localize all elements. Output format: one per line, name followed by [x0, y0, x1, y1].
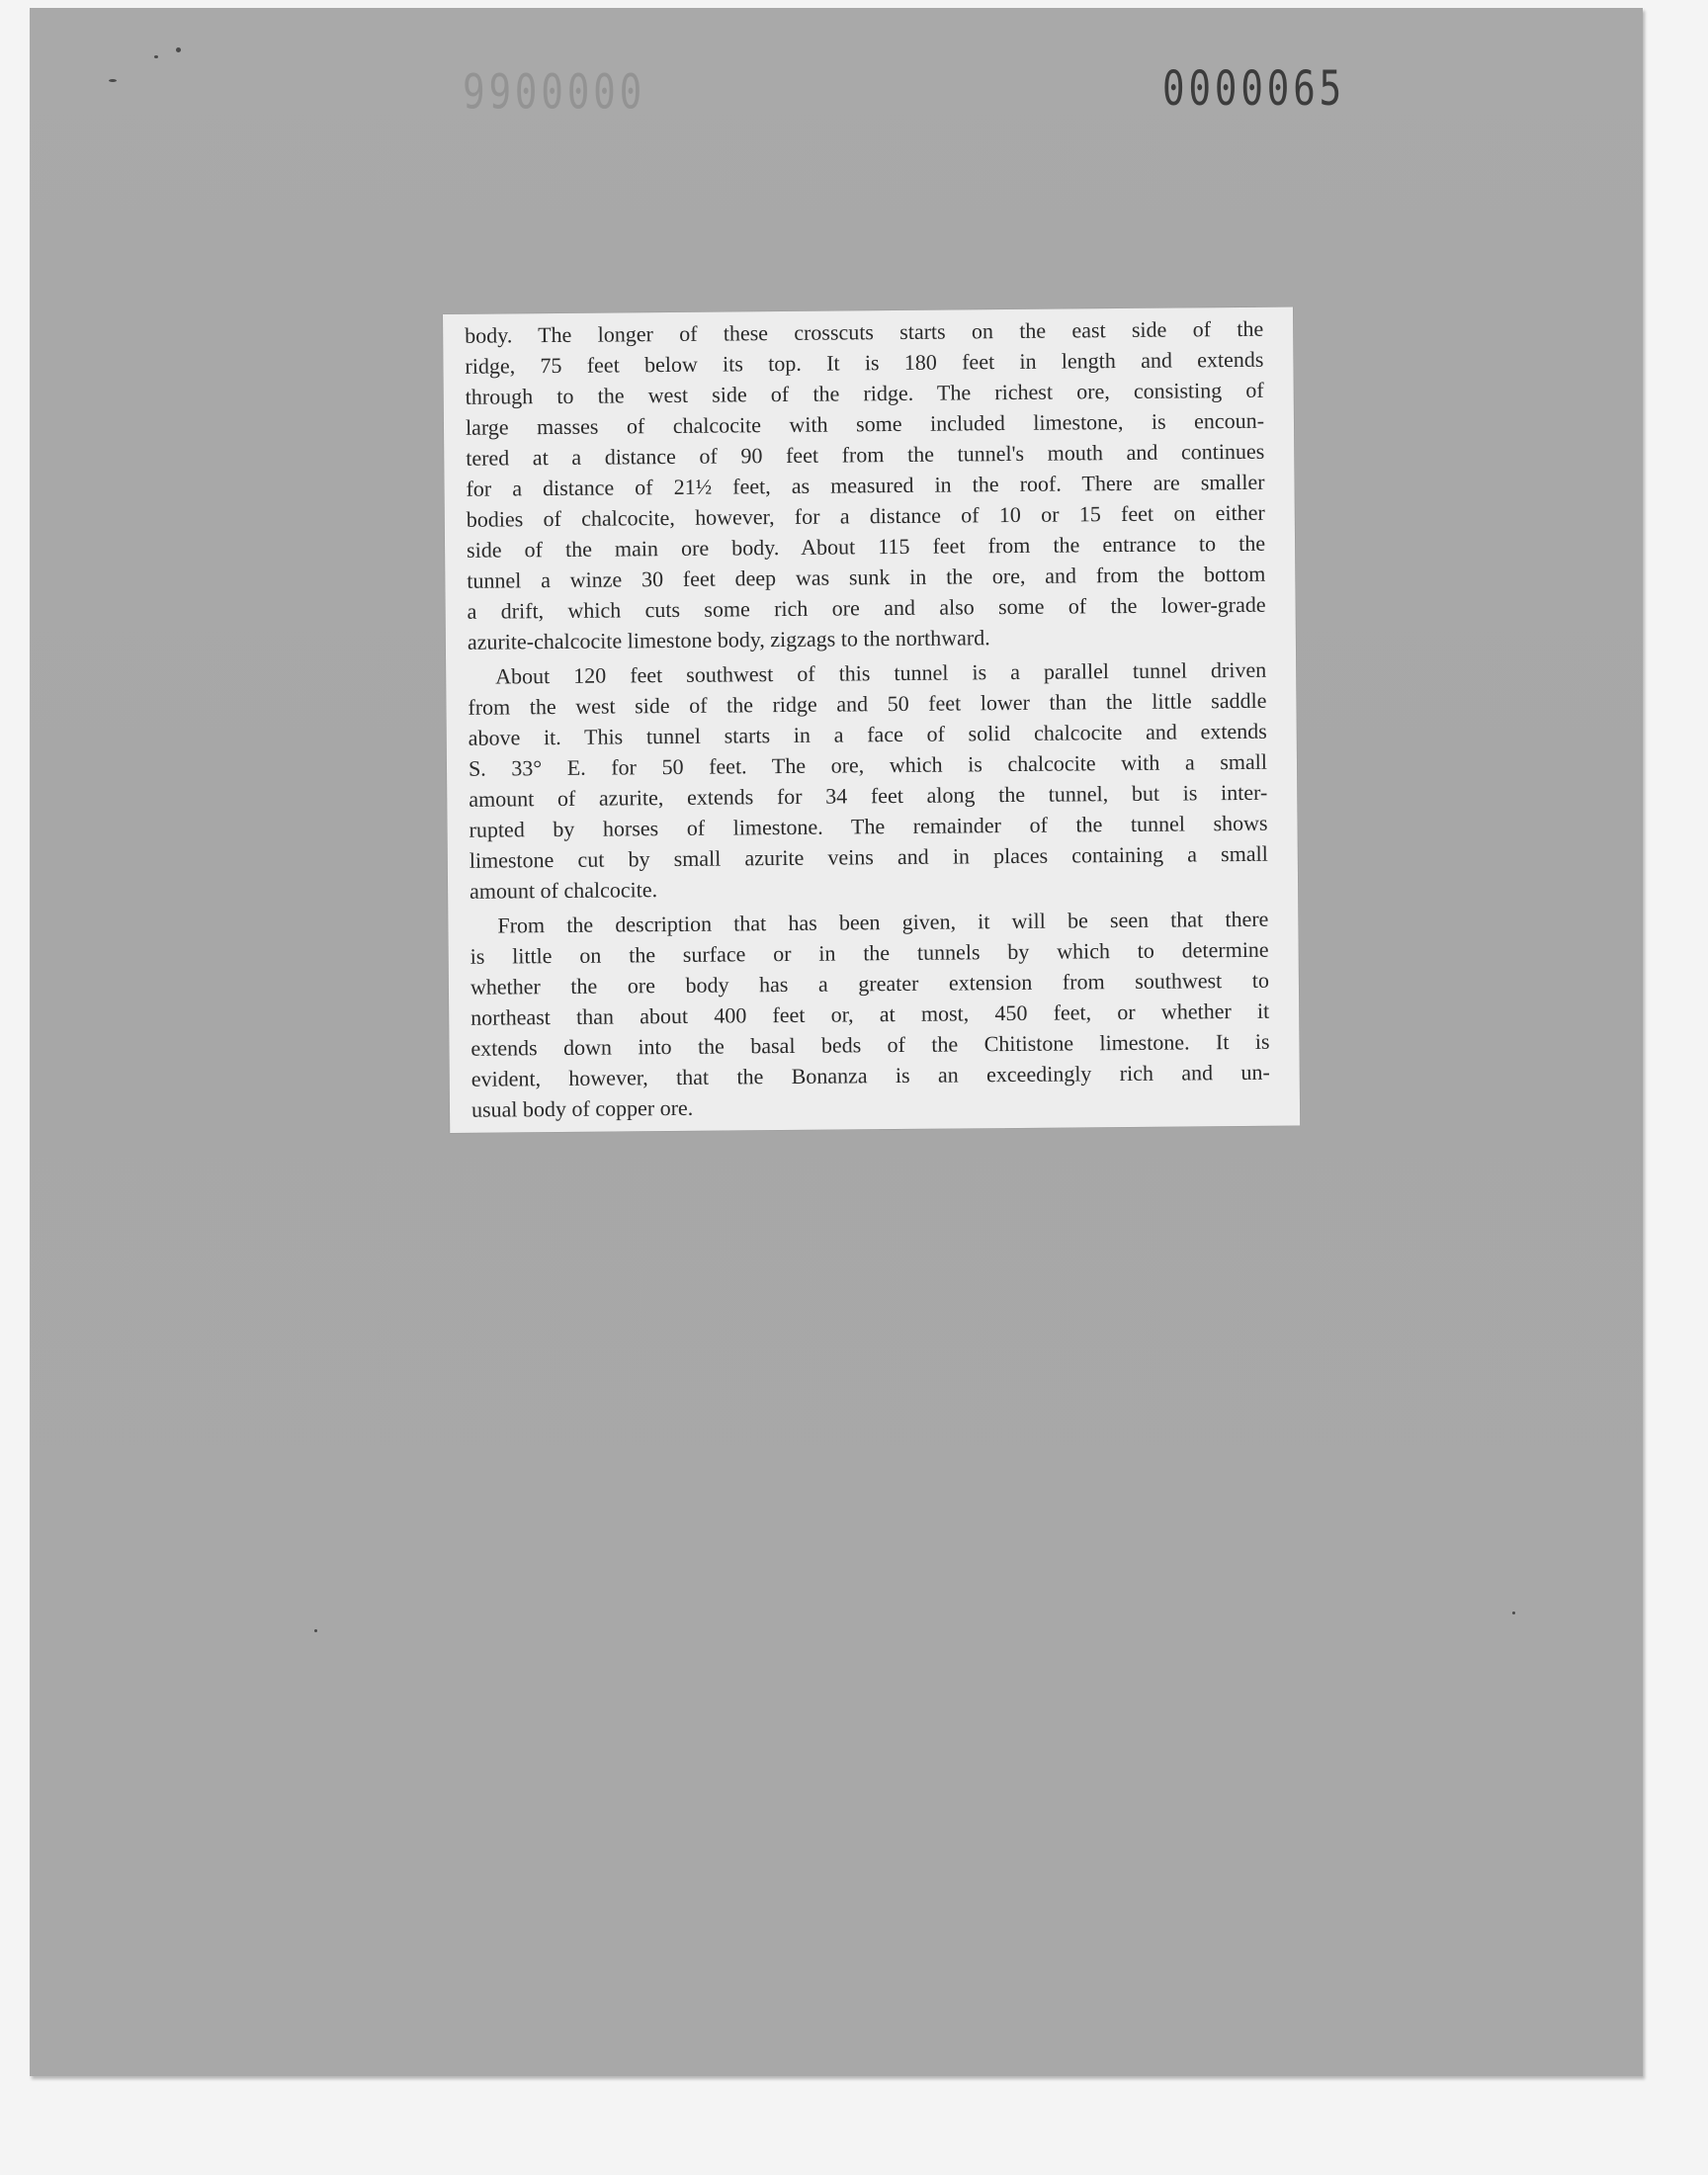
text-line: S. 33° E. for 50 feet. The ore, which is chalcocite with a small: [468, 748, 1268, 781]
text-line: side of the main ore body. About 115 feet from the entrance to the: [466, 530, 1266, 563]
text-line: rupted by horses of limestone. The remainder of the tunnel shows: [469, 810, 1268, 842]
text-line: usual body of copper ore.: [470, 1094, 694, 1122]
text-line: tered at a distance of 90 feet from the tunnel's mouth and continues: [466, 438, 1265, 471]
text-line: from the west side of the ridge and 50 feet lower than the little saddle: [468, 687, 1267, 720]
text-line: About 120 feet southwest of this tunnel is a parallel tunnel driven: [495, 656, 1267, 689]
text-line: azurite-chalcocite limestone body, zigzags to the northward.: [467, 625, 990, 654]
text-line: whether the ore body has a greater extension from southwest to: [470, 967, 1270, 1000]
text-line: evident, however, that the Bonanza is an exceedingly rich and un-: [470, 1059, 1270, 1091]
clipping-text-body: [465, 313, 1270, 1125]
text-line: for a distance of 21½ feet, as measured in the roof. There are smaller: [466, 469, 1265, 501]
text-line: large masses of chalcocite with some included limestone, is encoun-: [465, 407, 1265, 440]
paragraph: [470, 904, 1270, 1125]
scan-speck: [109, 79, 117, 82]
text-line: through to the west side of the ridge. The richest ore, consisting of: [465, 377, 1264, 409]
text-line: above it. This tunnel starts in a face of solid chalcocite and extends: [468, 718, 1267, 750]
text-clipping: [443, 306, 1300, 1132]
text-line: bodies of chalcocite, however, for a distance of 10 or 15 feet on either: [466, 499, 1265, 532]
text-line: limestone cut by small azurite veins and in places containing a small: [469, 840, 1268, 873]
scan-speck: [154, 55, 158, 58]
text-line: a drift, which cuts some rich ore and also some of the lower-grade: [467, 591, 1266, 624]
text-line: is little on the surface or in the tunnels by which to determine: [470, 936, 1269, 969]
text-line: amount of azurite, extends for 34 feet along the tunnel, but is inter-: [469, 779, 1268, 812]
text-line: ridge, 75 feet below its top. It is 180 feet in length and extends: [465, 346, 1264, 379]
page-number: 0000065: [1162, 61, 1346, 117]
paragraph: [465, 313, 1266, 657]
text-line: northeast than about 400 feet or, at most, 450 feet, or whether it: [470, 998, 1270, 1030]
text-line: extends down into the basal beds of the Chitistone limestone. It is: [470, 1028, 1270, 1061]
scan-speck: [1512, 1611, 1515, 1614]
text-line: From the description that has been given, it will be seen that there: [497, 906, 1269, 938]
text-line: body. The longer of these crosscuts starts on the east side of the: [465, 315, 1264, 348]
text-line: tunnel a winze 30 feet deep was sunk in the ore, and from the bottom: [467, 561, 1266, 593]
paragraph: [468, 654, 1268, 907]
scan-speck: [314, 1629, 317, 1632]
mirrored-page-number: 0000066: [459, 61, 642, 117]
scan-speck: [176, 47, 181, 52]
text-line: amount of chalcocite.: [469, 877, 658, 904]
